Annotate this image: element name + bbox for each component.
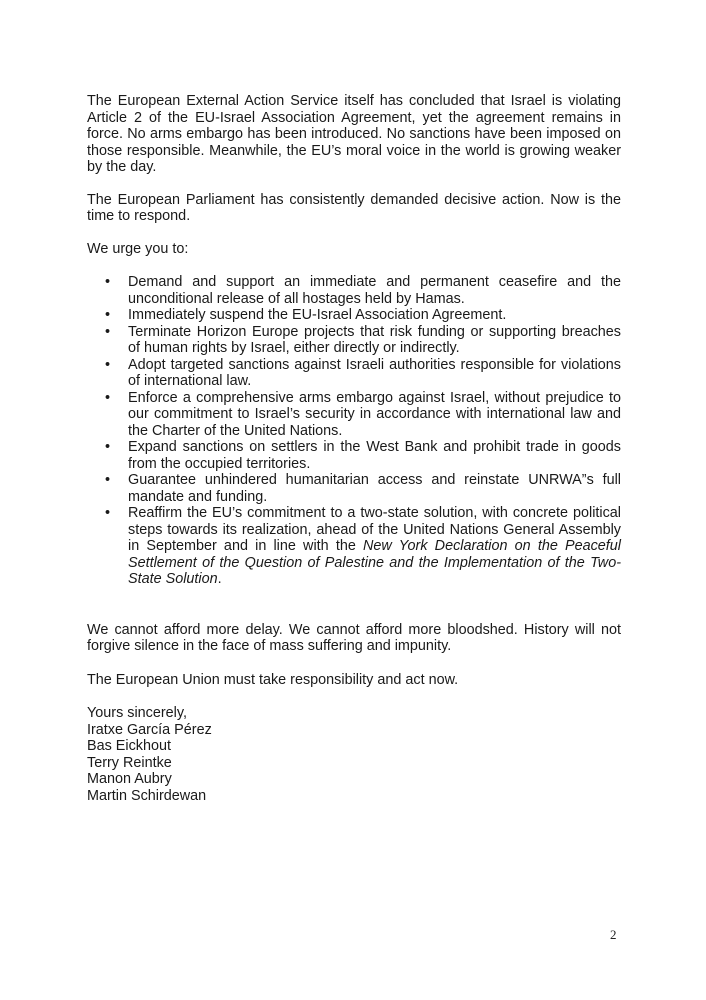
list-item-text: Terminate Horizon Europe projects that risk funding or supporting breaches of human rights by Israel, either directly or indirectly. [128, 323, 621, 356]
list-item-text-end: . [217, 571, 222, 587]
list-item [87, 357, 621, 390]
page-number: 2 [610, 927, 617, 942]
bullet-icon: • [105, 323, 111, 340]
signatory-name: Manon Aubry [87, 771, 172, 787]
signatory-name: Iratxe García Pérez [87, 721, 212, 738]
bullet-icon: • [105, 274, 111, 290]
list-item-text: Enforce a comprehensive arms embargo against Israel, without prejudice to our commitment to Israel’s security in accordance with international law and the Charter of the United Nations. [128, 389, 621, 439]
paragraph-parliament-demand: The European Parliament has consistently demanded decisive action. Now is the time to respond. [87, 191, 621, 224]
list-item-text: Immediately suspend the EU-Israel Association Agreement. [128, 307, 507, 323]
list-item [87, 390, 621, 440]
bullet-icon: • [105, 439, 111, 455]
list-item [87, 307, 621, 324]
signoff-block [87, 705, 621, 804]
list-item-text: Expand sanctions on settlers in the West Bank and prohibit trade in goods from the occupied territories. [128, 439, 621, 472]
bullet-icon: • [105, 472, 111, 488]
list-item-text: Guarantee unhindered humanitarian access and reinstate UNRWA”s full mandate and funding. [128, 472, 621, 505]
letter-body [87, 93, 621, 804]
declaration-title: New York Declaration on the Peaceful Settlement of the Question of Palestine and the Implementation of the Two-State Solution [128, 538, 621, 587]
list-item-text: Demand and support an immediate and permanent ceasefire and the unconditional release of all hostages held by Hamas. [128, 274, 621, 307]
list-item [87, 324, 621, 357]
signatory-name: Bas Eickhout [87, 738, 171, 754]
paragraph-urge-intro: We urge you to: [87, 240, 189, 257]
signatory-name: Martin Schirdewan [87, 787, 207, 804]
paragraph-no-more-delay: We cannot afford more delay. We cannot afford more bloodshed. History will not forgive silence in the face of mass suffering and impunity. [87, 621, 621, 654]
demands-list [87, 274, 621, 588]
list-item-text: Adopt targeted sanctions against Israeli authorities responsible for violations of international law. [128, 356, 621, 389]
list-item [87, 505, 621, 588]
closing-salutation: Yours sincerely, [87, 705, 187, 721]
bullet-icon: • [105, 307, 111, 323]
paragraph-eeas-conclusion: The European External Action Service itself has concluded that Israel is violating Article 2 of the EU-Israel Association Agreement, yet the agreement remains in force. No arms embargo has been introduced. No sanctions have been imposed on those responsible. Meanwhile, the EU’s moral voice in the world is growing weaker by the day. [87, 93, 621, 175]
list-item [87, 274, 621, 307]
list-item [87, 439, 621, 472]
list-item [87, 472, 621, 505]
paragraph-act-now: The European Union must take responsibility and act now. [87, 671, 459, 688]
bullet-icon: • [105, 356, 111, 373]
bullet-icon: • [105, 389, 111, 406]
bullet-icon: • [105, 505, 111, 521]
list-item-text: Reaffirm the EU’s commitment to a two-state solution, with concrete political steps towards its realization, ahead of the United Nations General Assembly in September and in line with the [128, 505, 621, 554]
signatory-name: Terry Reintke [87, 754, 172, 771]
